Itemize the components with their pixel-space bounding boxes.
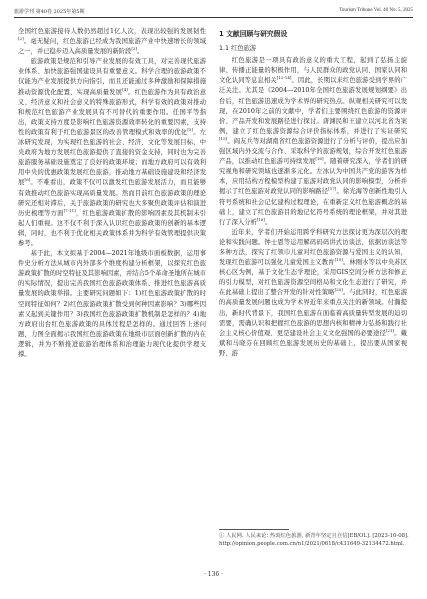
footnote-rule xyxy=(219,529,289,530)
paragraph: 基于此，本文拟基于2004—2021年地级市面板数据，运用事件史分析方法从城市内外部多个维度构建分析框架，以探究红色旅游政策扩散的时空特征及其影响因素，并结合5个革命圣地所在城市的实际情况，提出完善我国红色旅游政策体系、推进红色旅游高质量发展的政策举措。主要研究问题如下：1)红色旅游政策扩散的时空间特征如何？2)红色旅游政策扩散受到何种因素影响？3)哪些因素又起到关键作用？3)我国红色旅游政策扩散机制是怎样的？4)地方政府出台红色旅游政策的具体过程是怎样的。通过回答上述问题，力图全面揭示我国红色旅游政策在地级市层面创新扩散的内在逻辑，并为不断推进旅游治理体系和治理能力现代化提供学理支撑。 xyxy=(18,250,206,358)
citation: [18] xyxy=(256,216,265,222)
text: 。左冰研究发现，为实现红色旅游的社会、经济、文化等发展目标，中央政府为地方发展红色旅游提供了直接的资金支持，同时也为完善旅游服务基础设施奠定了良好的政策环境；而地方政府可以有效利用中央的优惠政策发展红色旅游，推动地方基础设施建设和经济发展 xyxy=(18,128,207,187)
citation: [7-11] xyxy=(63,207,76,213)
footnote-marker: ① xyxy=(219,533,225,539)
text: 。戴斌和马晓芬在回顾红色旅游发展历史的基础上，提出要从国家视野、游 xyxy=(219,329,408,357)
text: 。毫无疑问，红色旅游已经成为我国旅游产业中快速增长的领域之一，并已稳步迈入高质量发展的新阶段 xyxy=(18,38,206,56)
paragraph xyxy=(219,228,407,359)
citation: [4] xyxy=(122,86,128,92)
text: 近年来，学者们开始运用跨学科研究方法探讨更为深层次的理论和实践问题。钟士恩等运用解码码码讲式访谈法，依据访谈法等多种方法，探究了红领巾儿童对红色旅游资源与爱国主义的认知，发现红色旅游可以强化儿童爱国主义教育 xyxy=(219,228,407,267)
text: 旅游政策是规范和引导产业发展的有效工具，对完善现代旅游业体系、加快旅游强国建设具有重要意义。科学合理的旅游政策不仅能为产业发展提供方向指引，而且还能通过多种激励和保障措施推动资源优化配置、实现高质量发展 xyxy=(18,58,206,96)
header-rule xyxy=(14,17,413,18)
paragraph xyxy=(18,57,206,249)
text: 全国红色旅游接待人数仍然超过1亿人次，表现出较强的发展韧性 xyxy=(18,28,206,35)
footnote xyxy=(219,529,409,548)
text: 。不难看出，政策不仅可以激发红色旅游发展活力，而且能够有效推动红色旅游实现高质量发展。然而目前红色旅游政策的理论研究还相对滞后，关于旅游政策的研究也大多聚焦政策评估和演进历史梳理等方面 xyxy=(18,179,207,217)
footnote-text xyxy=(219,532,409,548)
text: 。红色旅游作为具有政治意义、经济意义和社会意义的特殊旅游形式，科学有效的政策对推动和规范红色旅游产业发展具有不可替代的重要作用。任国平等指出，政策支持方度是影响红色旅游资源效率转化的重要因素，支持性的政策有利于红色旅游景区的改善管理模式和效率的优化 xyxy=(18,88,206,136)
citation: [16] xyxy=(315,156,324,162)
paragraph xyxy=(219,56,407,228)
text: 。与此同时，红色旅游的高质量发展问题也成为学术界近年来重点关注的新领域。付瀚提出，新时代背景下，我国红色旅游在面临着高质量转型发展的迫切需要，需确认识和把握红色旅游的思想内核和精神力弘扬和践行社会主义核心价值观、更是建设社会主义文化强国的必要途径 xyxy=(219,289,408,337)
left-column xyxy=(18,27,206,360)
section-heading: 1 文献回顾与研究假设 xyxy=(219,30,288,38)
citation: [19] xyxy=(334,256,343,262)
subsection-heading: 1.1 红色旅游 xyxy=(219,45,257,53)
citation: [17] xyxy=(328,186,337,192)
journal-header-en: Tourism Tribune Vol. 40 No. 5, 2025 xyxy=(339,8,413,13)
citation: [3] xyxy=(131,46,138,52)
footnote-body: 人民网. 人民来论: 热衷红色旅游, 新青年坚定且自信[EB/OL]. [2023-10-08]. http://opinion.people.com.cn/n1/2021/0618/c431649-32134472.html. xyxy=(219,533,409,548)
citation: [20] xyxy=(334,287,343,293)
citation: [15] xyxy=(219,135,228,141)
running-header xyxy=(14,6,413,18)
citation: [2] xyxy=(18,36,24,41)
text: 。林刚水等以中央苏区核心区为例，基于文化生态学理论，采用GIS空间分析方法和修正的引力模型，对红色旅游资源空间格局和文化生态进行了研究，并在此基础上提出了整合开发的针对性策略 xyxy=(219,259,408,297)
citation: [21] xyxy=(385,327,395,333)
text: 。因此，长期以来红色旅游受到学界的广泛关注。尤其是《2004—2010年全国红色旅游发展规划纲要》出台后，红色旅游迅速成为学术界的研究热点。纵观相关研究可以发现，在2010年之前的文献中，学者们主要围绕红色旅游的资源评价、产品开发和发展路径进行探讨。唐渊民和王建立以河北省为案例，建立了红色旅游资源综合评价指标体系，并进行了实证研究 xyxy=(219,77,408,135)
text: 。阎友兵等对湖南省红色旅游资源进行了分析与评价，提出应加强区域内外交流与合作、采取科学的旅游规划，综合开发红色旅游产品，以推动红色旅游可持续发展 xyxy=(219,137,407,166)
text: 。随着研究深入，学者们的研究视角和研究领域也逐渐多元化。左冰认为中国共产党的游客为样本，应用结构方程模型构建了旅游对政党认同的影响模型，分析并揭示了红色旅游对政党认同的影响路径 xyxy=(219,158,408,196)
right-column xyxy=(219,27,407,359)
citation: [5] xyxy=(187,126,193,132)
citation: [6] xyxy=(24,177,31,183)
paragraph xyxy=(18,27,206,57)
text: 。 xyxy=(265,218,272,226)
text: 。 xyxy=(137,48,144,56)
text: 红色旅游是一项具有政治意义的重大工程，起到了弘扬主旋律、传播正能量的积极作用，与人民群众的政党认同、国家认同和文化认同等息息相关 xyxy=(219,57,407,85)
text: 。徐光海等创新性地引入符号系统和社会记忆建构过程理论，在重新定义红色旅游概念的基础上，建立了红色旅游目的地记忆符号系统的理论框架，并对其进行了深入分析 xyxy=(219,188,408,226)
journal-header-cn: 旅游学刊 第40卷 2025年第5期 xyxy=(14,9,85,15)
page-number: · 136 · xyxy=(203,571,224,578)
citation: [12-14] xyxy=(276,75,292,81)
text: ，红色旅游政策扩散的影响因素及其机制未引起人们重视。这不仅不利于深入认识红色旅游政策的创新的基本逻辑，同时，也不利于优化相关政策体系并为科学有效管理提供决策参考。 xyxy=(18,209,207,247)
